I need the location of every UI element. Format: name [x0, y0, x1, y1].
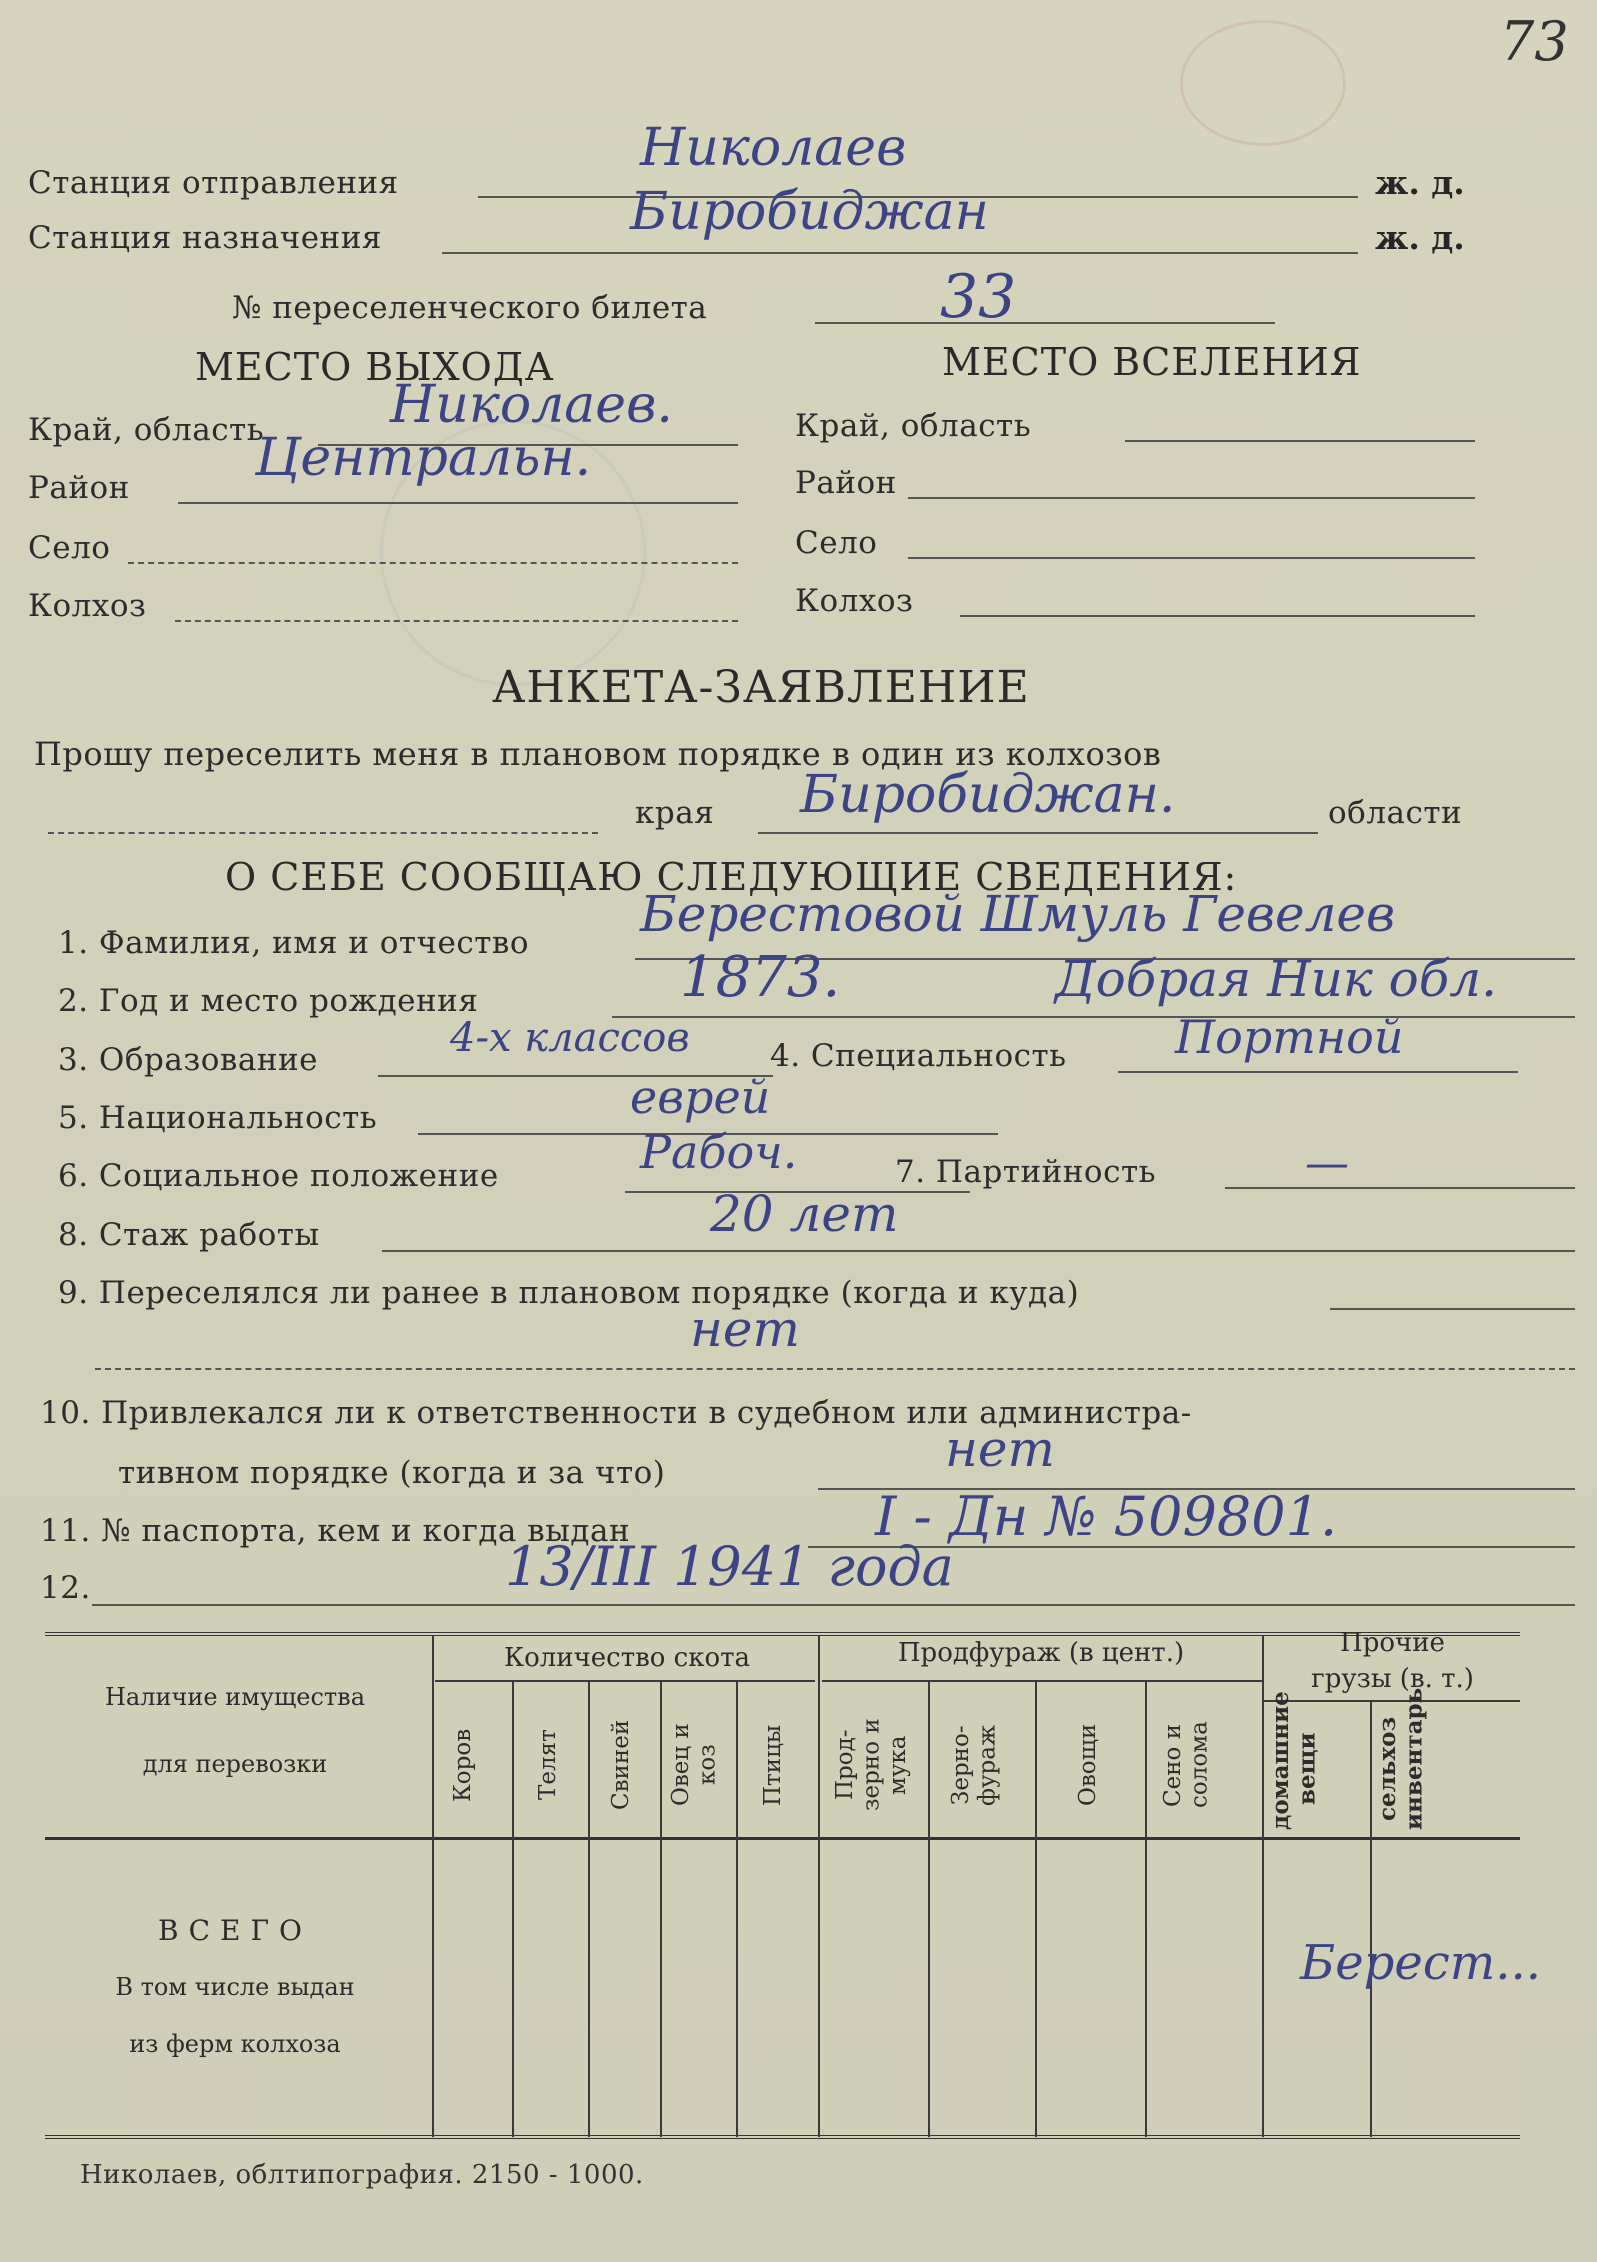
q3-label: 3. Образование	[58, 1042, 319, 1078]
q1-label: 1. Фамилия, имя и отчество	[58, 925, 530, 961]
col-grain-flour: Прод-зерно и мука	[832, 1718, 911, 1812]
departure-station-value: Николаев	[640, 118, 907, 178]
group-other-header-line2: грузы (в. т.)	[1311, 1664, 1474, 1694]
col-calves: Телят	[535, 1729, 561, 1801]
q5-value: еврей	[630, 1070, 771, 1124]
row-farm-label-line2: из ферм колхоза	[129, 2030, 341, 2058]
group-other-header-line1: Прочие	[1340, 1628, 1445, 1658]
q11-label: 11. № паспорта, кем и когда выдан	[40, 1513, 631, 1549]
q4-label: 4. Специальность	[770, 1038, 1067, 1074]
request-oblast-label: области	[1328, 795, 1463, 831]
q5-label: 5. Национальность	[58, 1100, 378, 1136]
applicant-signature: Берест...	[1300, 1935, 1541, 1991]
col-vegetables: Овощи	[1075, 1723, 1101, 1807]
q10-label-line2: тивном порядке (когда и за что)	[118, 1455, 666, 1491]
settlement-heading: МЕСТО ВСЕЛЕНИЯ	[942, 340, 1362, 384]
table-left-header-line1: Наличие имущества	[104, 1683, 365, 1711]
col-pigs: Свиней	[608, 1719, 634, 1811]
q9-value: нет	[690, 1300, 800, 1358]
q8-value: 20 лет	[710, 1185, 899, 1243]
q2-place-value: Добрая Ник обл.	[1055, 950, 1497, 1008]
destination-district-label: Район	[795, 465, 897, 501]
form-title: АНКЕТА-ЗАЯВЛЕНИЕ	[492, 662, 1030, 713]
destination-station-label: Станция назначения	[28, 220, 382, 256]
q3-value: 4-х классов	[450, 1015, 690, 1061]
col-cows: Коров	[450, 1728, 476, 1802]
origin-region-label: Край, область	[28, 412, 265, 448]
q1-value: Берестовой Шмуль Гевелев	[640, 885, 1396, 943]
table-left-header-line2: для перевозки	[142, 1750, 328, 1778]
q7-label: 7. Партийность	[895, 1154, 1156, 1190]
destination-railway-suffix: ж. д.	[1375, 218, 1465, 257]
col-birds: Птицы	[760, 1724, 786, 1806]
q10-label-line1: 10. Привлекался ли к ответственности в судебном или администра-	[40, 1395, 1192, 1431]
request-kray-label: края	[635, 795, 715, 831]
origin-district-value: Центральн.	[255, 428, 592, 488]
page-number: 73	[1500, 10, 1569, 73]
group-fodder-header: Продфураж (в цент.)	[897, 1638, 1185, 1668]
col-sheep-goats: Овец и коз	[668, 1723, 721, 1807]
ticket-number-value: 33	[940, 262, 1017, 332]
row-farm-label-line1: В том числе выдан	[115, 1973, 355, 2001]
ticket-number-label: № переселенческого билета	[232, 290, 708, 326]
col-hay-straw: Сено и солома	[1160, 1721, 1213, 1809]
q7-value: —	[1305, 1138, 1349, 1189]
origin-heading: МЕСТО ВЫХОДА	[195, 345, 555, 389]
origin-district-label: Район	[28, 470, 130, 506]
q4-value: Портной	[1175, 1010, 1404, 1064]
q11-value: I - Дн № 509801.	[875, 1485, 1338, 1548]
departure-railway-suffix: ж. д.	[1375, 163, 1465, 202]
origin-region-value: Николаев.	[390, 375, 673, 435]
destination-station-value: Биробиджан	[630, 182, 989, 242]
q12-label: 12.	[40, 1570, 91, 1606]
col-household: домашние вещи	[1267, 1691, 1321, 1830]
request-line: Прошу переселить меня в плановом порядке в один из колхозов	[34, 735, 1162, 773]
departure-station-label: Станция отправления	[28, 165, 399, 201]
request-region-value: Биробиджан.	[800, 765, 1176, 825]
origin-kolkhoz-label: Колхоз	[28, 588, 147, 624]
q10-value: нет	[945, 1420, 1055, 1478]
q9-label: 9. Переселялся ли ранее в плановом порядке (когда и куда)	[58, 1275, 1080, 1311]
group-livestock-header: Количество скота	[503, 1643, 751, 1673]
col-agri-equipment: сельхоз инвентарь	[1374, 1687, 1428, 1830]
q2-label: 2. Год и место рождения	[58, 983, 479, 1019]
row-total-label: ВСЕГО	[158, 1914, 312, 1947]
destination-kolkhoz-label: Колхоз	[795, 583, 914, 619]
q6-label: 6. Социальное положение	[58, 1158, 499, 1194]
destination-region-label: Край, область	[795, 408, 1032, 444]
q8-label: 8. Стаж работы	[58, 1217, 320, 1253]
col-forage: Зерно-фураж	[948, 1724, 1001, 1806]
q2-year-value: 1873.	[680, 945, 841, 1010]
q12-value: 13/III 1941 года	[505, 1535, 954, 1598]
faded-stamp-top	[1180, 20, 1346, 146]
origin-village-label: Село	[28, 530, 111, 566]
q6-value: Рабоч.	[640, 1125, 798, 1179]
info-subheading: О СЕБЕ СООБЩАЮ СЛЕДУЮЩИЕ СВЕДЕНИЯ:	[225, 855, 1238, 899]
destination-village-label: Село	[795, 525, 878, 561]
printer-imprint: Николаев, облтипография. 2150 - 1000.	[80, 2160, 644, 2190]
